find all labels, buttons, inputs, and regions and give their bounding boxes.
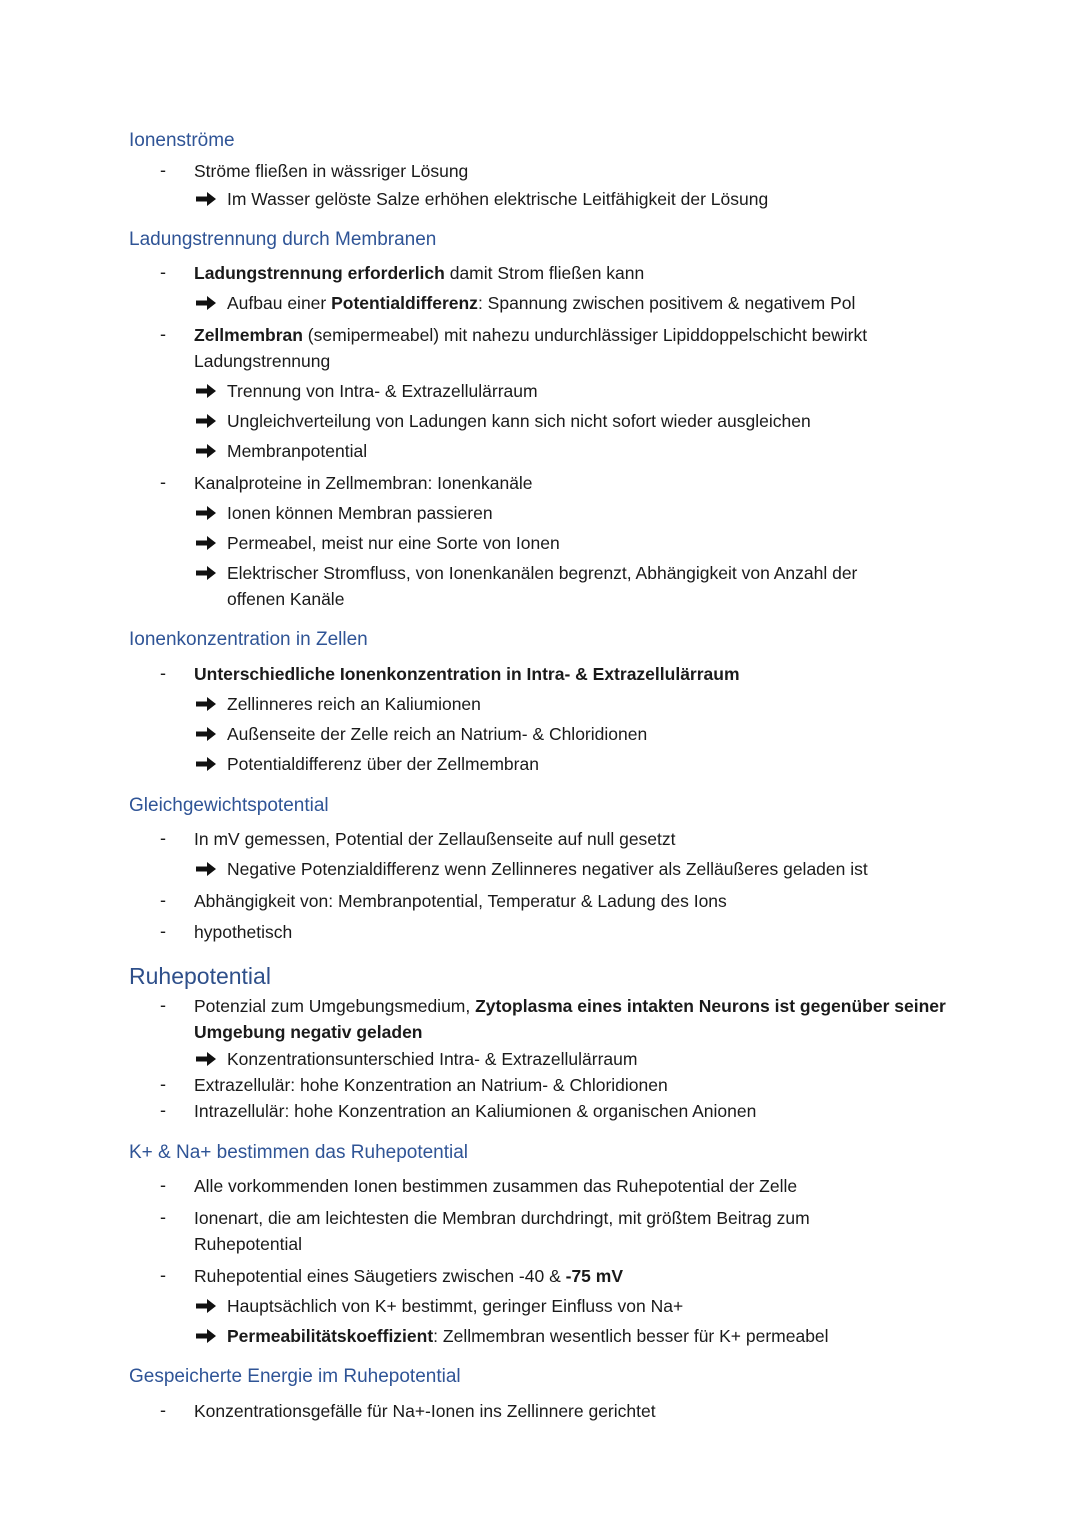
bold-text: -75 mV — [565, 1266, 624, 1286]
bold-text: Zellmembran — [194, 325, 303, 345]
heading-ruhepotential: Ruhepotential — [129, 963, 271, 989]
heading-gleichgewichtspotential: Gleichgewichtspotential — [129, 795, 329, 816]
bold-text: Permeabilitätskoeffizient — [227, 1326, 434, 1346]
bullet-dash: - — [160, 324, 166, 344]
bold-text: Potentialdifferenz — [331, 293, 478, 313]
arrow-right-icon — [193, 754, 219, 774]
bullet-text: hypothetisch — [194, 922, 293, 942]
text-run: Aufbau einer — [227, 293, 332, 313]
arrow-right-icon — [193, 441, 219, 461]
text-run: (semipermeabel) mit nahezu undurchlässiger Lipiddoppelschicht bewirkt — [302, 325, 868, 345]
bullet-dash: - — [160, 1100, 166, 1120]
arrow-right-icon — [193, 293, 219, 313]
text-run: : Zellmembran wesentlich besser für K+ permeabel — [433, 1326, 829, 1346]
arrow-right-icon — [193, 189, 219, 209]
arrow-item-text: Ungleichverteilung von Ladungen kann sich nicht sofort wieder ausgleichen — [227, 411, 811, 431]
bullet-text: Intrazellulär: hohe Konzentration an Kaliumionen & organischen Anionen — [194, 1101, 757, 1121]
arrow-right-icon — [193, 411, 219, 431]
bullet-dash: - — [160, 1265, 166, 1285]
bullet-dash: - — [160, 828, 166, 848]
bold-text: Umgebung negativ geladen — [194, 1022, 423, 1042]
text-run: Potenzial zum Umgebungsmedium, — [194, 996, 476, 1016]
arrow-item-text: Hauptsächlich von K+ bestimmt, geringer Einfluss von Na+ — [227, 1296, 684, 1316]
arrow-item-text — [227, 293, 855, 314]
bullet-dash: - — [160, 890, 166, 910]
bullet-text: Kanalproteine in Zellmembran: Ionenkanäle — [194, 473, 533, 493]
arrow-item-text: Zellinneres reich an Kaliumionen — [227, 694, 481, 714]
bullet-dash: - — [160, 262, 166, 282]
arrow-right-icon — [193, 1049, 219, 1069]
arrow-item-text — [227, 1326, 829, 1347]
bullet-dash: - — [160, 663, 166, 683]
bullet-text — [194, 664, 740, 685]
arrow-right-icon — [193, 381, 219, 401]
arrow-right-icon — [193, 1296, 219, 1316]
bullet-dash: - — [160, 1400, 166, 1420]
bullet-dash: - — [160, 1074, 166, 1094]
heading-ladungstrennung: Ladungstrennung durch Membranen — [129, 229, 437, 250]
bullet-text: Ströme fließen in wässriger Lösung — [194, 161, 469, 181]
bullet-text: Abhängigkeit von: Membranpotential, Temperatur & Ladung des Ions — [194, 891, 727, 911]
arrow-right-icon — [193, 859, 219, 879]
bullet-text — [194, 263, 644, 284]
bold-text: Zytoplasma eines intakten Neurons ist gegenüber seiner — [475, 996, 946, 1016]
arrow-item-text-continuation: offenen Kanäle — [227, 589, 345, 609]
heading-ionenstroeme: Ionenströme — [129, 130, 235, 151]
bullet-text: Konzentrationsgefälle für Na+-Ionen ins Zellinnere gerichtet — [194, 1401, 656, 1421]
arrow-item-text: Potentialdifferenz über der Zellmembran — [227, 754, 539, 774]
text-run: Ruhepotential eines Säugetiers zwischen -40 & — [194, 1266, 566, 1286]
arrow-item-text: Ionen können Membran passieren — [227, 503, 493, 523]
arrow-item-text: Elektrischer Stromfluss, von Ionenkanälen begrenzt, Abhängigkeit von Anzahl der — [227, 563, 858, 583]
arrow-right-icon — [193, 694, 219, 714]
arrow-right-icon — [193, 533, 219, 553]
bullet-text: Alle vorkommenden Ionen bestimmen zusammen das Ruhepotential der Zelle — [194, 1176, 798, 1196]
bullet-text — [194, 996, 946, 1017]
bullet-text — [194, 1266, 623, 1287]
arrow-item-text: Außenseite der Zelle reich an Natrium- & Chloridionen — [227, 724, 648, 744]
heading-ionenkonzentration: Ionenkonzentration in Zellen — [129, 629, 368, 650]
text-run: damit Strom fließen kann — [444, 263, 645, 283]
bullet-text — [194, 325, 867, 346]
bullet-dash: - — [160, 472, 166, 492]
bullet-dash: - — [160, 160, 166, 180]
bullet-dash: - — [160, 995, 166, 1015]
heading-k-na-ruhepotential: K+ & Na+ bestimmen das Ruhepotential — [129, 1142, 469, 1163]
arrow-item-text: Negative Potenzialdifferenz wenn Zellinneres negativer als Zelläußeres geladen ist — [227, 859, 868, 879]
heading-gespeicherte-energie: Gespeicherte Energie im Ruhepotential — [129, 1366, 461, 1387]
bullet-text: Ionenart, die am leichtesten die Membran durchdringt, mit größtem Beitrag zum — [194, 1208, 810, 1228]
bold-text: Unterschiedliche Ionenkonzentration in Intra- & Extrazellulärraum — [194, 664, 740, 684]
arrow-item-text: Im Wasser gelöste Salze erhöhen elektrische Leitfähigkeit der Lösung — [227, 189, 769, 209]
text-run: : Spannung zwischen positivem & negativem Pol — [477, 293, 856, 313]
arrow-item-text: Membranpotential — [227, 441, 368, 461]
arrow-right-icon — [193, 724, 219, 744]
arrow-item-text: Permeabel, meist nur eine Sorte von Ionen — [227, 533, 560, 553]
bullet-text: In mV gemessen, Potential der Zellaußenseite auf null gesetzt — [194, 829, 676, 849]
arrow-right-icon — [193, 1326, 219, 1346]
bullet-dash: - — [160, 921, 166, 941]
bullet-text-continuation: Ruhepotential — [194, 1234, 302, 1254]
bullet-text-continuation: Ladungstrennung — [194, 351, 331, 371]
arrow-right-icon — [193, 563, 219, 583]
arrow-item-text: Trennung von Intra- & Extrazellulärraum — [227, 381, 538, 401]
bullet-dash: - — [160, 1175, 166, 1195]
bullet-text: Extrazellulär: hohe Konzentration an Natrium- & Chloridionen — [194, 1075, 668, 1095]
arrow-right-icon — [193, 503, 219, 523]
bold-text: Ladungstrennung erforderlich — [194, 263, 445, 283]
arrow-item-text: Konzentrationsunterschied Intra- & Extrazellulärraum — [227, 1049, 638, 1069]
bullet-text-continuation — [194, 1022, 423, 1043]
bullet-dash: - — [160, 1207, 166, 1227]
